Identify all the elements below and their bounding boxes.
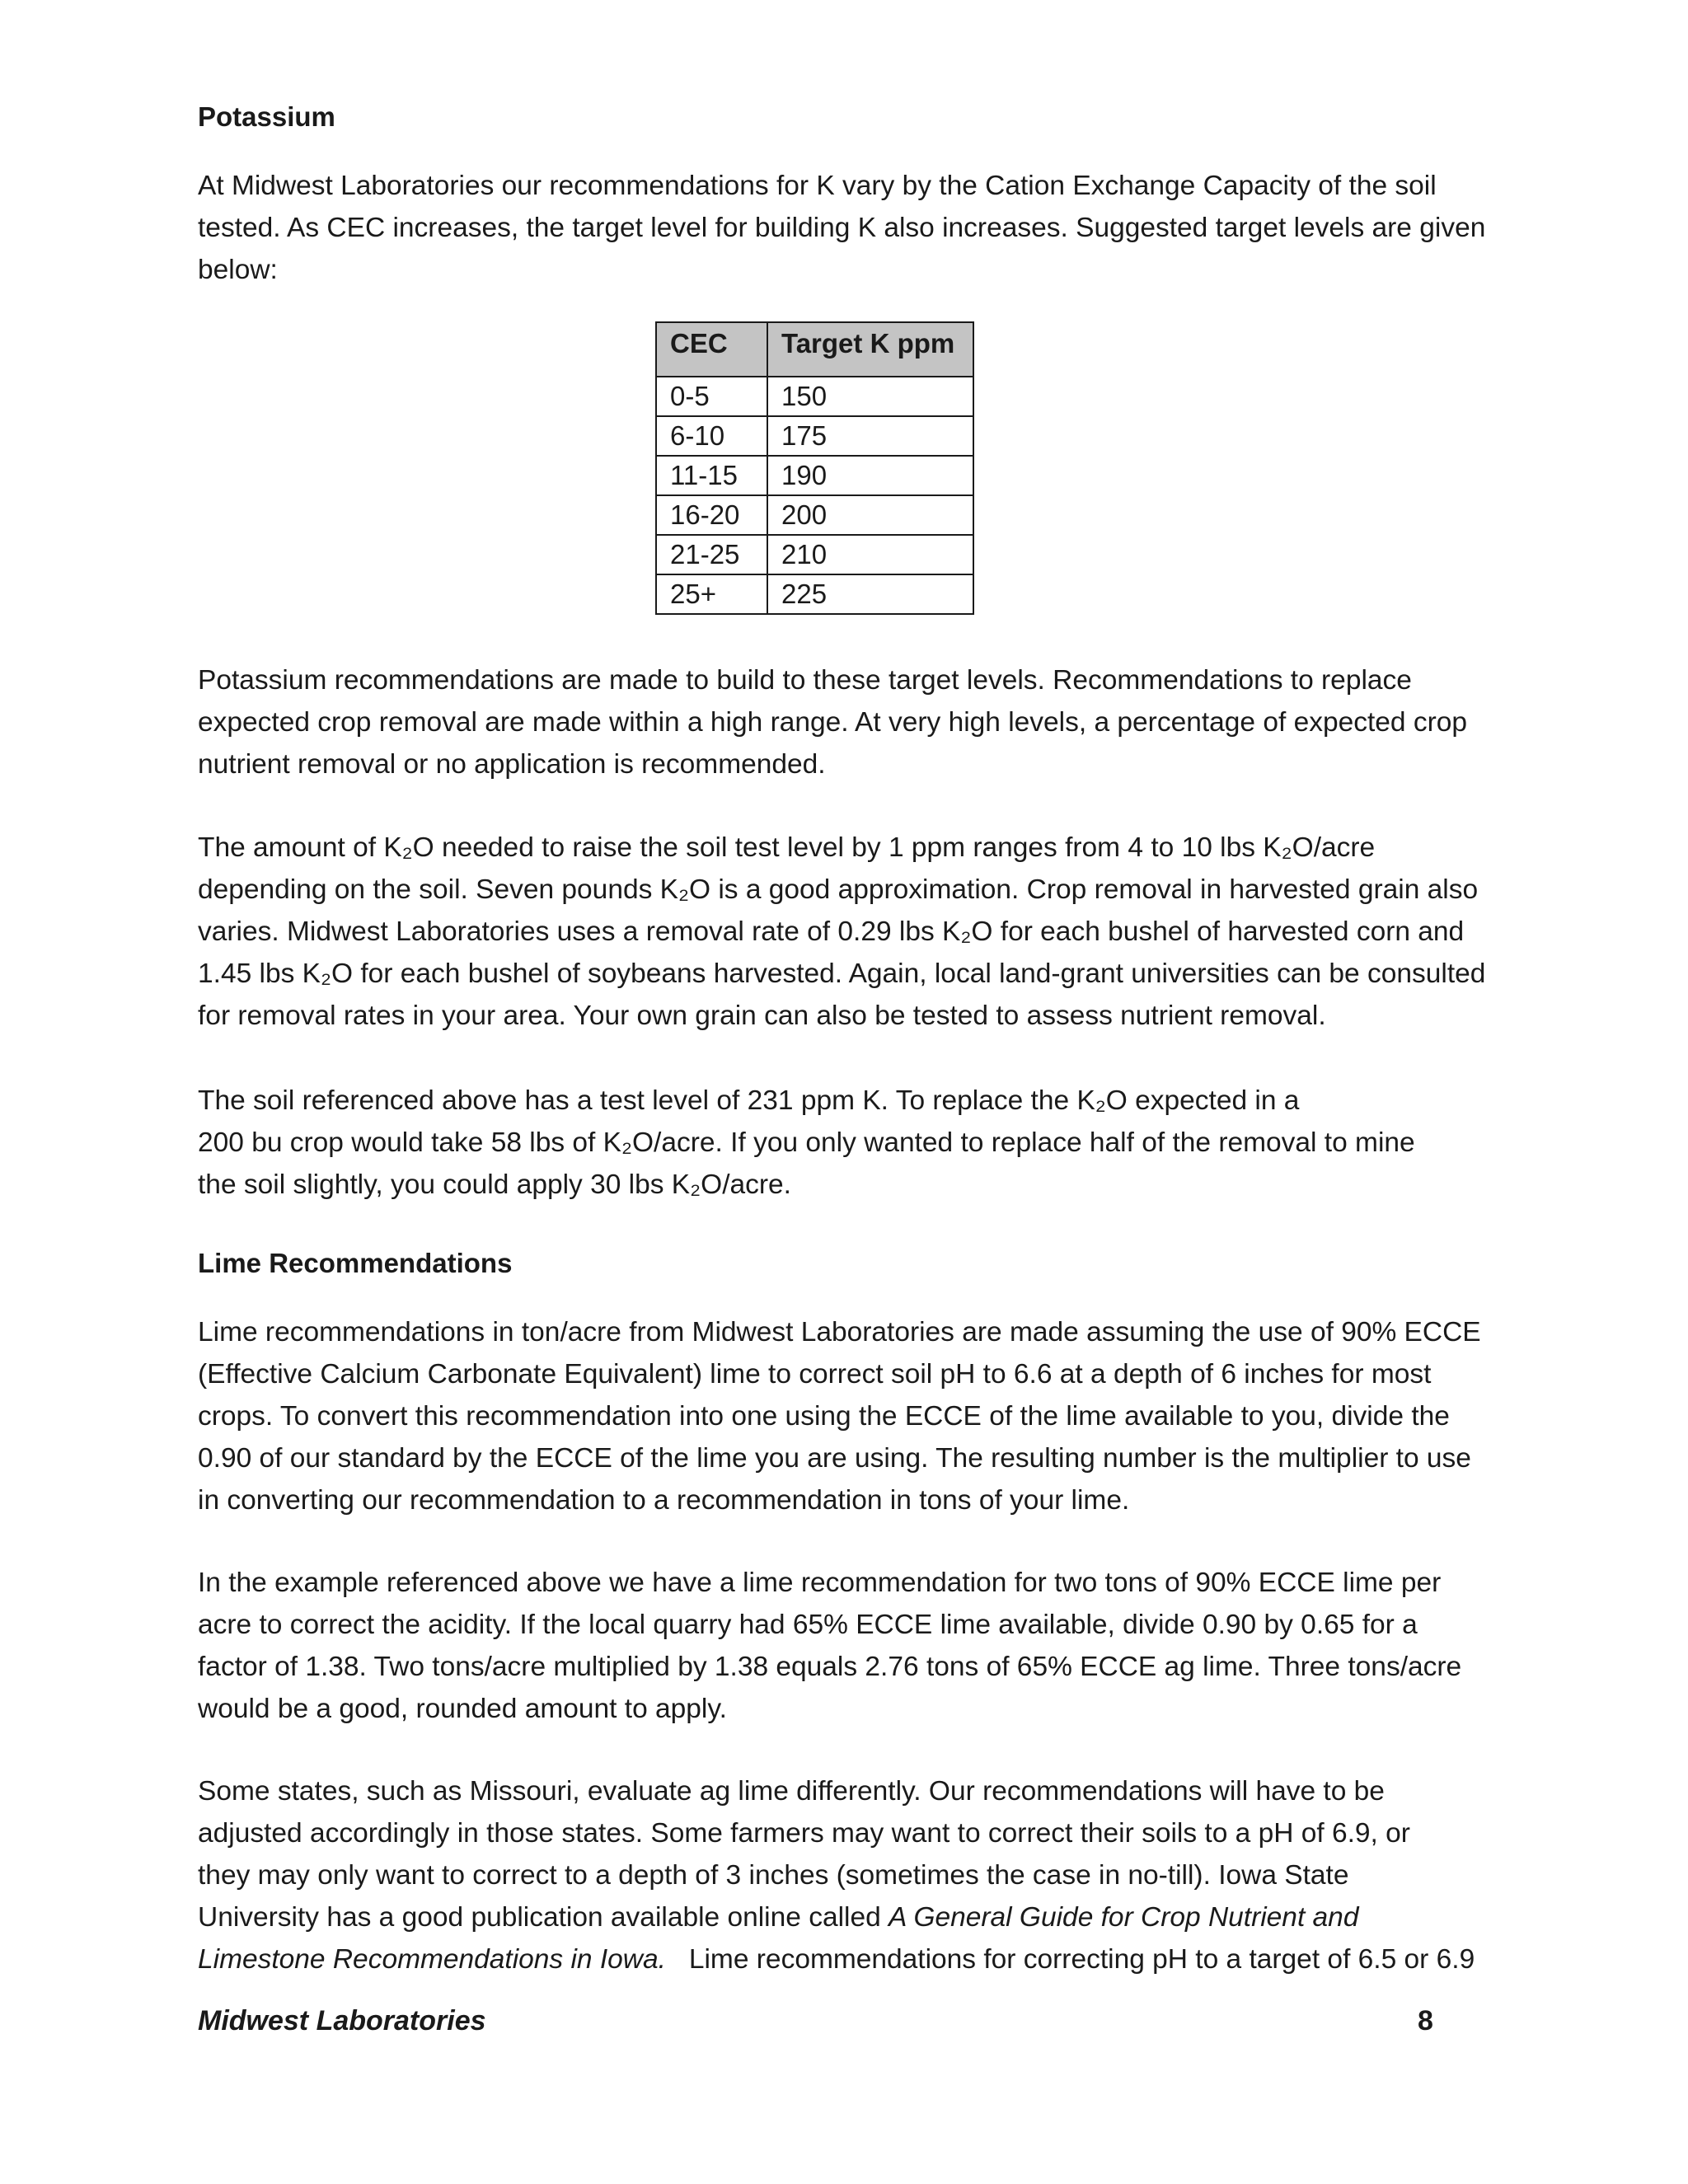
table-row (656, 495, 973, 535)
table-row (656, 377, 973, 416)
text-line: Lime recommendations in ton/acre from Midwest Laboratories are made assuming the use of 90% ECCE (198, 1317, 1481, 1347)
text-line (198, 1938, 1492, 1980)
text-segment: University has a good publication available online called (198, 1902, 889, 1933)
text-line: At Midwest Laboratories our recommendations for K vary by the Cation Exchange Capacity of the soil (198, 171, 1437, 201)
soil-example-paragraph (198, 1080, 1492, 1206)
publication-title-part2: Limestone Recommendations in Iowa. (198, 1944, 666, 1975)
k2o-amount-paragraph (198, 827, 1492, 1037)
cell-cec: 25+ (656, 574, 767, 614)
table-row (656, 574, 973, 614)
text-line: the soil slightly, you could apply 30 lbs K₂O/acre. (198, 1169, 791, 1200)
text-line: 0.90 of our standard by the ECCE of the lime you are using. The resulting number is the multiplier to use (198, 1443, 1471, 1474)
text-line: factor of 1.38. Two tons/acre multiplied by 1.38 equals 2.76 tons of 65% ECCE ag lime. Three tons/acre (198, 1652, 1462, 1682)
text-line: below: (198, 255, 278, 285)
text-line: (Effective Calcium Carbonate Equivalent) lime to correct soil pH to 6.6 at a depth of 6 inches for most (198, 1359, 1432, 1390)
text-line (198, 1896, 1492, 1938)
text-line: The soil referenced above has a test level of 231 ppm K. To replace the K₂O expected in a (198, 1085, 1300, 1116)
lime-heading: Lime Recommendations (198, 1248, 513, 1278)
target-k-table (655, 321, 974, 615)
text-line: 200 bu crop would take 58 lbs of K₂O/acre. If you only wanted to replace half of the removal to mine (198, 1127, 1415, 1158)
text-line: In the example referenced above we have a lime recommendation for two tons of 90% ECCE lime per (198, 1568, 1442, 1598)
table-row (656, 416, 973, 456)
text-line: Potassium recommendations are made to build to these target levels. Recommendations to replace (198, 665, 1412, 696)
text-line: acre to correct the acidity. If the local quarry had 65% ECCE lime available, divide 0.90 by 0.65 for a (198, 1610, 1418, 1640)
text-line: in converting our recommendation to a recommendation in tons of your lime. (198, 1485, 1130, 1516)
cell-cec: 11-15 (656, 456, 767, 495)
header-cec: CEC (656, 322, 767, 377)
cell-target-k: 225 (767, 574, 973, 614)
text-line: tested. As CEC increases, the target level for building K also increases. Suggested target levels are given (198, 213, 1486, 243)
cell-target-k: 200 (767, 495, 973, 535)
cell-target-k: 190 (767, 456, 973, 495)
text-line: crops. To convert this recommendation into one using the ECCE of the lime available to you, divide the (198, 1401, 1450, 1432)
cell-target-k: 175 (767, 416, 973, 456)
potassium-heading: Potassium (198, 101, 335, 132)
text-line: for removal rates in your area. Your own grain can also be tested to assess nutrient removal. (198, 1001, 1326, 1031)
table-row (656, 535, 973, 574)
text-line: they may only want to correct to a depth of 3 inches (sometimes the case in no-till). Iowa State (198, 1860, 1349, 1891)
cell-cec: 0-5 (656, 377, 767, 416)
text-segment: Lime recommendations for correcting pH to a target of 6.5 or 6.9 (665, 1944, 1475, 1975)
table-header-row (656, 322, 973, 377)
text-line: Some states, such as Missouri, evaluate ag lime differently. Our recommendations will have to be (198, 1776, 1385, 1807)
text-line: 1.45 lbs K₂O for each bushel of soybeans harvested. Again, local land-grant universities can be consulted (198, 958, 1486, 989)
cell-target-k: 210 (767, 535, 973, 574)
text-line: nutrient removal or no application is recommended. (198, 749, 826, 780)
potassium-recommendations-paragraph (198, 659, 1492, 785)
table-row (656, 456, 973, 495)
header-target-k: Target K ppm (767, 322, 973, 377)
cell-target-k: 150 (767, 377, 973, 416)
footer-publisher: Midwest Laboratories (198, 2005, 486, 2036)
lime-example-paragraph (198, 1562, 1492, 1730)
text-line: varies. Midwest Laboratories uses a removal rate of 0.29 lbs K₂O for each bushel of harvested corn and (198, 916, 1465, 947)
cell-cec: 21-25 (656, 535, 767, 574)
potassium-intro-paragraph (198, 165, 1492, 291)
lime-recommendations-paragraph (198, 1311, 1492, 1521)
text-line: adjusted accordingly in those states. Some farmers may want to correct their soils to a pH of 6.9, or (198, 1818, 1410, 1849)
text-line: would be a good, rounded amount to apply. (198, 1694, 727, 1724)
lime-states-paragraph (198, 1770, 1492, 1980)
text-line: depending on the soil. Seven pounds K₂O is a good approximation. Crop removal in harvested grain also (198, 874, 1479, 905)
cell-cec: 6-10 (656, 416, 767, 456)
cell-cec: 16-20 (656, 495, 767, 535)
text-line: expected crop removal are made within a high range. At very high levels, a percentage of expected crop (198, 707, 1468, 738)
publication-title-part1: A General Guide for Crop Nutrient and (889, 1902, 1359, 1933)
text-line: The amount of K₂O needed to raise the soil test level by 1 ppm ranges from 4 to 10 lbs K₂O/acre (198, 832, 1376, 863)
page-number: 8 (1418, 2005, 1433, 2036)
